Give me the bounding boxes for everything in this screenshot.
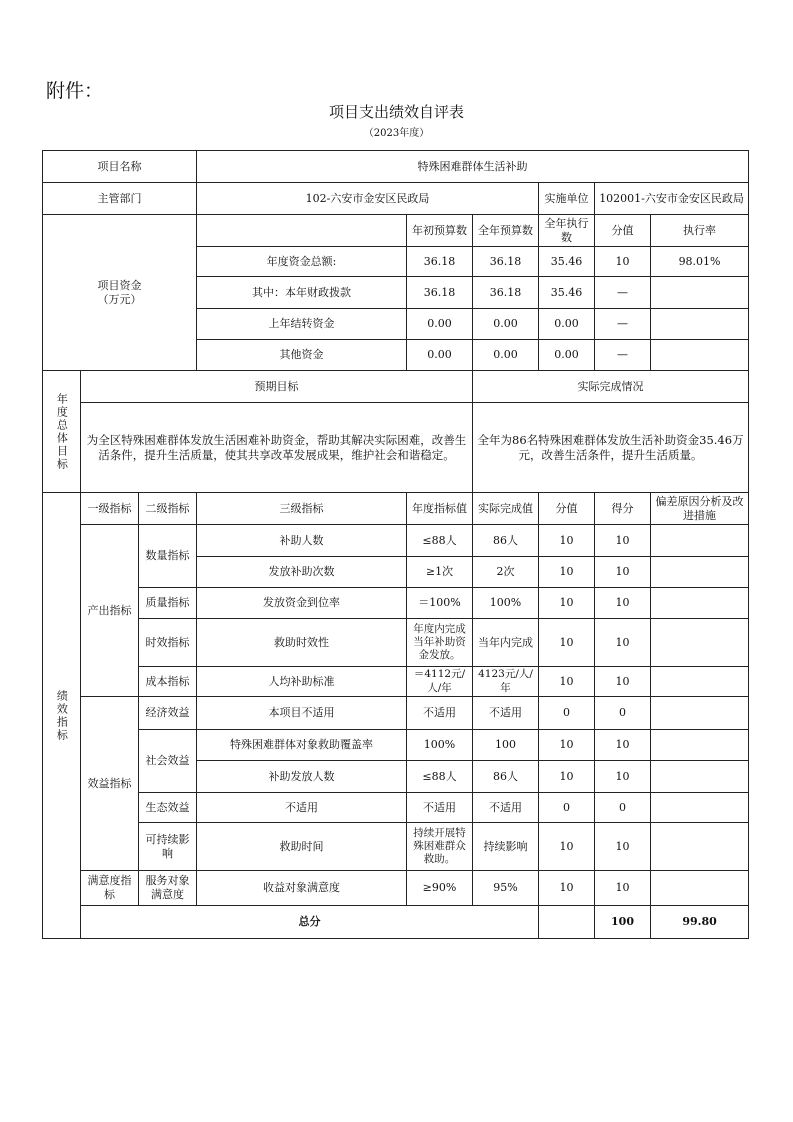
actual-header: 实际完成情况 bbox=[473, 371, 749, 403]
level3-name: 补助发放人数 bbox=[197, 761, 407, 793]
level1-benefit: 效益指标 bbox=[81, 697, 139, 871]
deviation-cell bbox=[651, 588, 749, 619]
deviation-cell bbox=[651, 557, 749, 588]
funds-header: 全年预算数 bbox=[473, 215, 539, 247]
funds-cell: 0.00 bbox=[407, 340, 473, 371]
project-name-label: 项目名称 bbox=[43, 151, 197, 183]
deviation-cell bbox=[651, 871, 749, 906]
deviation-cell bbox=[651, 667, 749, 697]
target-value: ≤88人 bbox=[407, 761, 473, 793]
score: 10 bbox=[595, 588, 651, 619]
score-value: 10 bbox=[539, 557, 595, 588]
target-value: ＝100% bbox=[407, 588, 473, 619]
funds-cell: 36.18 bbox=[407, 247, 473, 277]
level1-satisfaction: 满意度指标 bbox=[81, 871, 139, 906]
score-value: 10 bbox=[539, 588, 595, 619]
score: 0 bbox=[595, 793, 651, 823]
score-value: 10 bbox=[539, 619, 595, 667]
funds-cell: — bbox=[595, 277, 651, 309]
funds-cell bbox=[651, 309, 749, 340]
funds-row-name: 其他资金 bbox=[197, 340, 407, 371]
level3-name: 特殊困难群体对象救助覆盖率 bbox=[197, 730, 407, 761]
funds-cell bbox=[651, 340, 749, 371]
actual-value: 100% bbox=[473, 588, 539, 619]
level3-name: 不适用 bbox=[197, 793, 407, 823]
level2-quantity: 数量指标 bbox=[139, 525, 197, 588]
funds-cell: 36.18 bbox=[473, 277, 539, 309]
year-label: （2023年度） bbox=[363, 128, 430, 139]
level3-name: 救助时效性 bbox=[197, 619, 407, 667]
deviation-cell bbox=[651, 793, 749, 823]
score: 10 bbox=[595, 667, 651, 697]
target-value: ＝4112元/人/年 bbox=[407, 667, 473, 697]
page-title: 项目支出绩效自评表 bbox=[328, 103, 464, 121]
score: 10 bbox=[595, 823, 651, 871]
score-value: 10 bbox=[539, 871, 595, 906]
actual-value: 86人 bbox=[473, 525, 539, 557]
score: 10 bbox=[595, 619, 651, 667]
ind-header: 得分 bbox=[595, 493, 651, 525]
ind-header: 三级指标 bbox=[197, 493, 407, 525]
score: 10 bbox=[595, 761, 651, 793]
deviation-cell bbox=[651, 619, 749, 667]
score: 10 bbox=[595, 730, 651, 761]
expected-header: 预期目标 bbox=[81, 371, 473, 403]
deviation-cell bbox=[651, 697, 749, 730]
score: 10 bbox=[595, 525, 651, 557]
funds-label-line2: （万元） bbox=[97, 292, 142, 306]
goals-side-text: 年度总体目标 bbox=[55, 392, 69, 471]
level2-service: 服务对象满意度 bbox=[139, 871, 197, 906]
funds-cell bbox=[651, 277, 749, 309]
funds-cell: — bbox=[595, 340, 651, 371]
actual-result: 全年为86名特殊困难群体发放生活补助资金35.46万元，改善生活条件，提升生活质量。 bbox=[473, 403, 749, 493]
score-value: 0 bbox=[539, 793, 595, 823]
actual-value: 4123元/人/年 bbox=[473, 667, 539, 697]
deviation-cell bbox=[651, 823, 749, 871]
funds-cell: — bbox=[595, 309, 651, 340]
funds-cell: 0.00 bbox=[407, 309, 473, 340]
target-value: 持续开展特殊困难群众救助。 bbox=[407, 823, 473, 871]
ind-header: 一级指标 bbox=[81, 493, 139, 525]
level2-cost: 成本指标 bbox=[139, 667, 197, 697]
score-value: 10 bbox=[539, 730, 595, 761]
funds-row-name: 其中：本年财政拨款 bbox=[197, 277, 407, 309]
actual-value: 当年内完成 bbox=[473, 619, 539, 667]
funds-header: 全年执行数 bbox=[539, 215, 595, 247]
attachment-label: 附件： bbox=[46, 80, 104, 102]
funds-cell: 36.18 bbox=[407, 277, 473, 309]
score: 0 bbox=[595, 697, 651, 730]
dept-label: 主管部门 bbox=[43, 183, 197, 215]
ind-header: 实际完成值 bbox=[473, 493, 539, 525]
ind-header: 分值 bbox=[539, 493, 595, 525]
level3-name: 救助时间 bbox=[197, 823, 407, 871]
total-blank bbox=[539, 906, 595, 939]
funds-cell: 0.00 bbox=[539, 309, 595, 340]
target-value: 不适用 bbox=[407, 793, 473, 823]
level3-name: 人均补助标准 bbox=[197, 667, 407, 697]
target-value: 年度内完成当年补助资金发放。 bbox=[407, 619, 473, 667]
score-value: 10 bbox=[539, 761, 595, 793]
actual-value: 持续影响 bbox=[473, 823, 539, 871]
indicators-side-label bbox=[43, 493, 81, 939]
unit-value: 102001-六安市金安区民政局 bbox=[595, 183, 749, 215]
ind-header: 偏差原因分析及改进措施 bbox=[651, 493, 749, 525]
funds-label bbox=[43, 215, 197, 371]
actual-value: 不适用 bbox=[473, 793, 539, 823]
target-value: 不适用 bbox=[407, 697, 473, 730]
score-value: 10 bbox=[539, 667, 595, 697]
score: 10 bbox=[595, 557, 651, 588]
actual-value: 不适用 bbox=[473, 697, 539, 730]
funds-header: 执行率 bbox=[651, 215, 749, 247]
expected-goal: 为全区特殊困难群体发放生活困难补助资金，帮助其解决实际困难，改善生活条件，提升生活质量，使其共享改革发展成果，维护社会和谐稳定。 bbox=[81, 403, 473, 493]
level2-quality: 质量指标 bbox=[139, 588, 197, 619]
target-value: ≤88人 bbox=[407, 525, 473, 557]
funds-cell: 0.00 bbox=[539, 340, 595, 371]
deviation-cell bbox=[651, 730, 749, 761]
indicators-side-text: 绩效指标 bbox=[55, 689, 69, 742]
funds-cell: 98.01% bbox=[651, 247, 749, 277]
funds-cell: 36.18 bbox=[473, 247, 539, 277]
score-value: 10 bbox=[539, 525, 595, 557]
total-score: 99.80 bbox=[651, 906, 749, 939]
goals-side-label bbox=[43, 371, 81, 493]
funds-cell: 35.46 bbox=[539, 247, 595, 277]
funds-cell: 35.46 bbox=[539, 277, 595, 309]
funds-header: 年初预算数 bbox=[407, 215, 473, 247]
target-value: ≥90% bbox=[407, 871, 473, 906]
level3-name: 本项目不适用 bbox=[197, 697, 407, 730]
level3-name: 发放资金到位率 bbox=[197, 588, 407, 619]
dept-value: 102-六安市金安区民政局 bbox=[197, 183, 539, 215]
deviation-cell bbox=[651, 761, 749, 793]
level3-name: 补助人数 bbox=[197, 525, 407, 557]
funds-row-name: 年度资金总额: bbox=[197, 247, 407, 277]
target-value: 100% bbox=[407, 730, 473, 761]
total-value: 100 bbox=[595, 906, 651, 939]
ind-header: 年度指标值 bbox=[407, 493, 473, 525]
funds-row-name: 上年结转资金 bbox=[197, 309, 407, 340]
level3-name: 发放补助次数 bbox=[197, 557, 407, 588]
funds-cell: 10 bbox=[595, 247, 651, 277]
project-name: 特殊困难群体生活补助 bbox=[197, 151, 749, 183]
total-label: 总分 bbox=[81, 906, 539, 939]
actual-value: 2次 bbox=[473, 557, 539, 588]
level2-social: 社会效益 bbox=[139, 730, 197, 793]
ind-header: 二级指标 bbox=[139, 493, 197, 525]
score-value: 0 bbox=[539, 697, 595, 730]
level3-name: 收益对象满意度 bbox=[197, 871, 407, 906]
level2-ecological: 生态效益 bbox=[139, 793, 197, 823]
funds-cell: 0.00 bbox=[473, 340, 539, 371]
actual-value: 100 bbox=[473, 730, 539, 761]
actual-value: 86人 bbox=[473, 761, 539, 793]
funds-header-blank bbox=[197, 215, 407, 247]
actual-value: 95% bbox=[473, 871, 539, 906]
level2-sustainable: 可持续影响 bbox=[139, 823, 197, 871]
score-value: 10 bbox=[539, 823, 595, 871]
funds-cell: 0.00 bbox=[473, 309, 539, 340]
funds-label-line1: 项目资金 bbox=[97, 278, 142, 292]
score: 10 bbox=[595, 871, 651, 906]
target-value: ≥1次 bbox=[407, 557, 473, 588]
evaluation-table bbox=[42, 150, 749, 939]
unit-label: 实施单位 bbox=[539, 183, 595, 215]
level2-economic: 经济效益 bbox=[139, 697, 197, 730]
deviation-cell bbox=[651, 525, 749, 557]
level1-output: 产出指标 bbox=[81, 525, 139, 697]
funds-header: 分值 bbox=[595, 215, 651, 247]
level2-timeliness: 时效指标 bbox=[139, 619, 197, 667]
